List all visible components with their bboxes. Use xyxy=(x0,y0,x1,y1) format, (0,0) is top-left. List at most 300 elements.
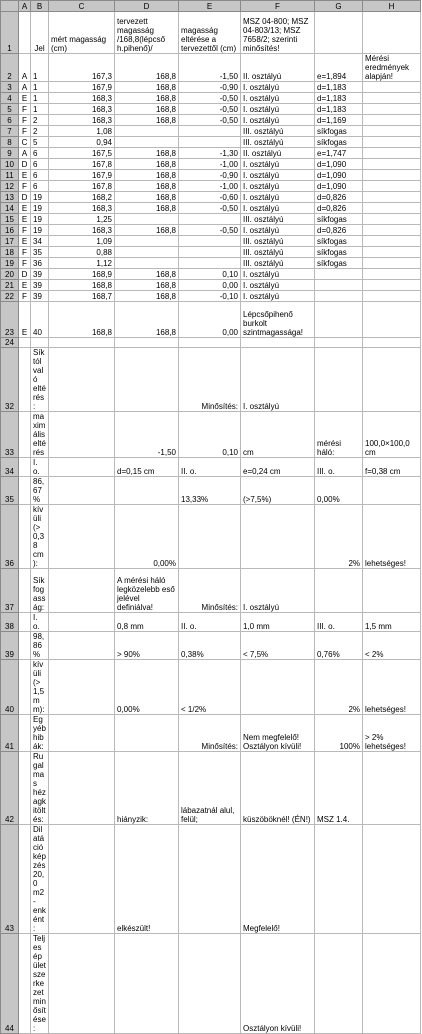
cell-g[interactable]: 0,76% xyxy=(315,632,363,660)
cell-e[interactable]: -1,30 xyxy=(179,148,241,159)
cell-d[interactable]: 0,00% xyxy=(115,660,179,715)
cell-a[interactable] xyxy=(19,934,31,1034)
cell-f[interactable]: III. osztályú xyxy=(241,126,315,137)
column-header-e[interactable]: E xyxy=(179,1,241,12)
row-header[interactable]: 7 xyxy=(1,126,19,137)
cell-b[interactable]: Síktól való eltérés: xyxy=(31,348,49,412)
cell-g[interactable]: e=1,747 xyxy=(315,148,363,159)
cell-g[interactable]: 100% xyxy=(315,715,363,752)
cell-e[interactable] xyxy=(179,825,241,934)
cell-c[interactable] xyxy=(49,934,115,1034)
cell-d[interactable]: 168,8 xyxy=(115,93,179,104)
cell-g[interactable]: d=1,169 xyxy=(315,115,363,126)
cell-c[interactable] xyxy=(49,477,115,505)
cell-h[interactable] xyxy=(363,752,421,825)
cell-a[interactable]: E xyxy=(19,93,31,104)
cell-c[interactable]: 0,88 xyxy=(49,247,115,258)
cell-c[interactable]: 168,7 xyxy=(49,291,115,302)
cell-g[interactable]: síkfogas xyxy=(315,126,363,137)
cell-e[interactable]: -0,60 xyxy=(179,192,241,203)
cell-d[interactable]: 168,8 xyxy=(115,54,179,82)
cell-b[interactable]: I. o. xyxy=(31,613,49,632)
row-header[interactable]: 21 xyxy=(1,280,19,291)
cell-a[interactable]: A xyxy=(19,82,31,93)
cell-f[interactable]: I. osztályú xyxy=(241,269,315,280)
cell-d[interactable]: 0,00% xyxy=(115,505,179,569)
cell-h[interactable]: f=0,38 cm xyxy=(363,458,421,477)
cell-f[interactable]: e=0,24 cm xyxy=(241,458,315,477)
cell-g[interactable] xyxy=(315,348,363,412)
column-header-g[interactable]: G xyxy=(315,1,363,12)
cell-f[interactable]: < 7,5% xyxy=(241,632,315,660)
row-header[interactable]: 37 xyxy=(1,569,19,613)
row-header[interactable]: 17 xyxy=(1,236,19,247)
cell-a[interactable] xyxy=(19,412,31,458)
cell-h[interactable]: 100,0×100,0 cm xyxy=(363,412,421,458)
cell-b[interactable]: Rugalmas hézagkitöltés: xyxy=(31,752,49,825)
cell-b[interactable]: 19 xyxy=(31,225,49,236)
cell-h[interactable] xyxy=(363,302,421,338)
cell-e[interactable]: -0,10 xyxy=(179,291,241,302)
cell-b[interactable]: 2 xyxy=(31,126,49,137)
cell-b[interactable]: 2 xyxy=(31,115,49,126)
cell-a[interactable]: F xyxy=(19,126,31,137)
row-header[interactable]: 14 xyxy=(1,203,19,214)
row-header[interactable]: 39 xyxy=(1,632,19,660)
cell-a[interactable] xyxy=(19,458,31,477)
cell-a[interactable]: F xyxy=(19,181,31,192)
cell-d[interactable] xyxy=(115,247,179,258)
cell-d[interactable] xyxy=(115,715,179,752)
cell-e[interactable]: lábazatnál alul, felül; xyxy=(179,752,241,825)
cell-b[interactable]: 40 xyxy=(31,302,49,338)
cell-b[interactable]: Dilatáció képzés 20,0 m2-enként: xyxy=(31,825,49,934)
cell-h[interactable] xyxy=(363,348,421,412)
cell-e[interactable] xyxy=(179,505,241,569)
cell-b[interactable]: 39 xyxy=(31,280,49,291)
cell-f[interactable]: MSZ 04-800; MSZ 04-803/13; MSZ 7658/2; szerinti minősítés! xyxy=(241,12,315,54)
cell-g[interactable] xyxy=(315,280,363,291)
cell-f[interactable]: III. osztályú xyxy=(241,258,315,269)
cell-a[interactable]: E xyxy=(19,236,31,247)
cell-h[interactable] xyxy=(363,137,421,148)
cell-f[interactable]: (>7,5%) xyxy=(241,477,315,505)
cell-d[interactable]: 168,8 xyxy=(115,181,179,192)
row-header[interactable]: 2 xyxy=(1,54,19,82)
row-header[interactable]: 43 xyxy=(1,825,19,934)
cell-f[interactable]: I. osztályú xyxy=(241,170,315,181)
cell-a[interactable] xyxy=(19,505,31,569)
cell-d[interactable]: A mérési háló legközelebb eső jelével definiálva! xyxy=(115,569,179,613)
cell-c[interactable]: 168,3 xyxy=(49,203,115,214)
cell-h[interactable] xyxy=(363,104,421,115)
cell-f[interactable] xyxy=(241,660,315,715)
cell-b[interactable]: 35 xyxy=(31,247,49,258)
cell-e[interactable]: magasság eltérése a tervezettől (cm) xyxy=(179,12,241,54)
cell-d[interactable] xyxy=(115,338,179,348)
row-header[interactable]: 41 xyxy=(1,715,19,752)
cell-g[interactable]: MSZ 1.4. xyxy=(315,752,363,825)
cell-e[interactable]: -0,50 xyxy=(179,104,241,115)
column-header-a[interactable]: A xyxy=(19,1,31,12)
cell-b[interactable]: 1 xyxy=(31,54,49,82)
cell-c[interactable]: 167,8 xyxy=(49,159,115,170)
cell-c[interactable]: 168,9 xyxy=(49,269,115,280)
cell-b[interactable]: 5 xyxy=(31,137,49,148)
cell-g[interactable]: d=1,090 xyxy=(315,170,363,181)
cell-h[interactable] xyxy=(363,934,421,1034)
cell-h[interactable] xyxy=(363,569,421,613)
cell-g[interactable]: III. o. xyxy=(315,458,363,477)
cell-a[interactable] xyxy=(19,632,31,660)
cell-f[interactable]: Nem megfelelő! Osztályon kívüli! xyxy=(241,715,315,752)
cell-h[interactable] xyxy=(363,82,421,93)
cell-g[interactable] xyxy=(315,269,363,280)
cell-b[interactable]: 34 xyxy=(31,236,49,247)
cell-d[interactable] xyxy=(115,477,179,505)
row-header[interactable]: 33 xyxy=(1,412,19,458)
cell-h[interactable]: 1,5 mm xyxy=(363,613,421,632)
cell-g[interactable]: síkfogas xyxy=(315,247,363,258)
cell-c[interactable]: 167,8 xyxy=(49,181,115,192)
row-header[interactable]: 13 xyxy=(1,192,19,203)
cell-e[interactable]: -1,00 xyxy=(179,181,241,192)
cell-e[interactable]: 13,33% xyxy=(179,477,241,505)
cell-f[interactable]: III. osztályú xyxy=(241,236,315,247)
cell-e[interactable]: -1,50 xyxy=(179,54,241,82)
cell-h[interactable] xyxy=(363,181,421,192)
cell-b[interactable]: 1 xyxy=(31,104,49,115)
cell-b[interactable]: kívüli (> 1,5 mm): xyxy=(31,660,49,715)
row-header[interactable]: 18 xyxy=(1,247,19,258)
cell-h[interactable]: > 2% lehetséges! xyxy=(363,715,421,752)
cell-a[interactable]: F xyxy=(19,258,31,269)
cell-e[interactable]: < 1/2% xyxy=(179,660,241,715)
cell-c[interactable]: 168,3 xyxy=(49,104,115,115)
cell-d[interactable]: 168,8 xyxy=(115,203,179,214)
cell-c[interactable] xyxy=(49,569,115,613)
row-header[interactable]: 12 xyxy=(1,181,19,192)
cell-a[interactable]: E xyxy=(19,214,31,225)
cell-e[interactable]: 0,00 xyxy=(179,302,241,338)
cell-f[interactable]: III. osztályú xyxy=(241,137,315,148)
cell-e[interactable] xyxy=(179,214,241,225)
cell-f[interactable]: I. osztályú xyxy=(241,280,315,291)
cell-d[interactable]: 168,8 xyxy=(115,159,179,170)
column-header-c[interactable]: C xyxy=(49,1,115,12)
row-header[interactable]: 6 xyxy=(1,115,19,126)
cell-e[interactable]: Minősítés: xyxy=(179,715,241,752)
cell-h[interactable] xyxy=(363,269,421,280)
cell-g[interactable] xyxy=(315,291,363,302)
cell-e[interactable] xyxy=(179,934,241,1034)
cell-h[interactable] xyxy=(363,338,421,348)
cell-b[interactable] xyxy=(31,338,49,348)
cell-e[interactable]: -0,50 xyxy=(179,115,241,126)
cell-d[interactable]: 168,8 xyxy=(115,148,179,159)
cell-c[interactable] xyxy=(49,505,115,569)
cell-b[interactable]: 6 xyxy=(31,159,49,170)
cell-f[interactable]: Osztályon kívüli! xyxy=(241,934,315,1034)
cell-e[interactable]: -0,50 xyxy=(179,203,241,214)
cell-c[interactable]: 168,2 xyxy=(49,192,115,203)
cell-b[interactable]: 1 xyxy=(31,82,49,93)
cell-a[interactable] xyxy=(19,477,31,505)
cell-f[interactable]: I. osztályú xyxy=(241,159,315,170)
cell-a[interactable]: E xyxy=(19,203,31,214)
cell-c[interactable]: 168,3 xyxy=(49,225,115,236)
row-header[interactable]: 34 xyxy=(1,458,19,477)
cell-d[interactable]: 168,8 xyxy=(115,104,179,115)
cell-b[interactable]: Egyéb hibák: xyxy=(31,715,49,752)
cell-c[interactable]: 1,08 xyxy=(49,126,115,137)
row-header[interactable]: 24 xyxy=(1,338,19,348)
cell-e[interactable] xyxy=(179,258,241,269)
cell-a[interactable]: D xyxy=(19,159,31,170)
cell-d[interactable]: 168,8 xyxy=(115,192,179,203)
cell-c[interactable] xyxy=(49,348,115,412)
cell-c[interactable]: 168,3 xyxy=(49,93,115,104)
cell-c[interactable]: 1,25 xyxy=(49,214,115,225)
cell-g[interactable]: mérési háló: xyxy=(315,412,363,458)
cell-a[interactable] xyxy=(19,613,31,632)
cell-g[interactable]: síkfogas xyxy=(315,258,363,269)
row-header[interactable]: 9 xyxy=(1,148,19,159)
cell-e[interactable]: -1,00 xyxy=(179,159,241,170)
cell-d[interactable] xyxy=(115,258,179,269)
cell-c[interactable]: 167,9 xyxy=(49,82,115,93)
cell-f[interactable]: III. osztályú xyxy=(241,247,315,258)
cell-g[interactable]: d=0,826 xyxy=(315,192,363,203)
cell-d[interactable] xyxy=(115,126,179,137)
row-header[interactable]: 4 xyxy=(1,93,19,104)
column-header-b[interactable]: B xyxy=(31,1,49,12)
cell-g[interactable]: d=1,183 xyxy=(315,93,363,104)
cell-b[interactable]: maximális eltérés xyxy=(31,412,49,458)
cell-g[interactable]: e=1,894 xyxy=(315,54,363,82)
cell-g[interactable]: 2% xyxy=(315,505,363,569)
cell-e[interactable]: 0,38% xyxy=(179,632,241,660)
cell-c[interactable]: 168,3 xyxy=(49,115,115,126)
cell-a[interactable]: A xyxy=(19,148,31,159)
cell-a[interactable] xyxy=(19,752,31,825)
cell-f[interactable]: cm xyxy=(241,412,315,458)
cell-f[interactable]: 1,0 mm xyxy=(241,613,315,632)
cell-b[interactable]: 6 xyxy=(31,148,49,159)
cell-e[interactable] xyxy=(179,137,241,148)
cell-f[interactable]: II. osztályú xyxy=(241,148,315,159)
row-header[interactable]: 19 xyxy=(1,258,19,269)
cell-a[interactable] xyxy=(19,338,31,348)
cell-g[interactable]: d=1,183 xyxy=(315,82,363,93)
cell-d[interactable]: 168,8 xyxy=(115,291,179,302)
cell-b[interactable]: 19 xyxy=(31,203,49,214)
cell-a[interactable] xyxy=(19,715,31,752)
cell-b[interactable]: 36 xyxy=(31,258,49,269)
cell-h[interactable] xyxy=(363,159,421,170)
cell-g[interactable]: III. o. xyxy=(315,613,363,632)
cell-c[interactable]: 167,3 xyxy=(49,54,115,82)
cell-d[interactable] xyxy=(115,348,179,412)
row-header[interactable]: 1 xyxy=(1,12,19,54)
cell-f[interactable] xyxy=(241,505,315,569)
cell-e[interactable]: -0,50 xyxy=(179,93,241,104)
cell-e[interactable] xyxy=(179,338,241,348)
cell-c[interactable] xyxy=(49,825,115,934)
cell-h[interactable]: lehetséges! xyxy=(363,660,421,715)
row-header[interactable]: 15 xyxy=(1,214,19,225)
cell-d[interactable]: > 90% xyxy=(115,632,179,660)
cell-d[interactable] xyxy=(115,214,179,225)
cell-b[interactable]: 98,86% xyxy=(31,632,49,660)
cell-c[interactable] xyxy=(49,613,115,632)
cell-e[interactable] xyxy=(179,236,241,247)
cell-d[interactable]: d=0,15 cm xyxy=(115,458,179,477)
cell-e[interactable]: 0,10 xyxy=(179,269,241,280)
row-header[interactable]: 5 xyxy=(1,104,19,115)
cell-d[interactable] xyxy=(115,137,179,148)
row-header[interactable]: 35 xyxy=(1,477,19,505)
row-header[interactable]: 36 xyxy=(1,505,19,569)
cell-a[interactable]: E xyxy=(19,280,31,291)
row-header[interactable]: 20 xyxy=(1,269,19,280)
cell-c[interactable]: 167,9 xyxy=(49,170,115,181)
cell-c[interactable] xyxy=(49,412,115,458)
cell-f[interactable]: I. osztályú xyxy=(241,104,315,115)
cell-h[interactable] xyxy=(363,192,421,203)
row-header[interactable]: 44 xyxy=(1,934,19,1034)
cell-c[interactable] xyxy=(49,632,115,660)
cell-c[interactable] xyxy=(49,660,115,715)
cell-f[interactable]: I. osztályú xyxy=(241,115,315,126)
cell-f[interactable]: I. osztályú xyxy=(241,82,315,93)
cell-a[interactable]: F xyxy=(19,104,31,115)
cell-a[interactable]: F xyxy=(19,225,31,236)
cell-g[interactable]: síkfogas xyxy=(315,236,363,247)
cell-h[interactable] xyxy=(363,291,421,302)
cell-b[interactable]: 19 xyxy=(31,214,49,225)
cell-d[interactable] xyxy=(115,934,179,1034)
row-header[interactable]: 40 xyxy=(1,660,19,715)
cell-c[interactable] xyxy=(49,752,115,825)
cell-f[interactable]: I. osztályú xyxy=(241,291,315,302)
cell-c[interactable] xyxy=(49,715,115,752)
cell-b[interactable]: Síkfogasság: xyxy=(31,569,49,613)
cell-d[interactable]: 168,8 xyxy=(115,115,179,126)
cell-b[interactable]: kívüli (> 0,38 cm): xyxy=(31,505,49,569)
cell-a[interactable]: D xyxy=(19,192,31,203)
cell-e[interactable]: II. o. xyxy=(179,613,241,632)
cell-d[interactable]: 168,8 xyxy=(115,225,179,236)
cell-f[interactable]: I. osztályú xyxy=(241,348,315,412)
cell-c[interactable]: 0,94 xyxy=(49,137,115,148)
cell-b[interactable]: 6 xyxy=(31,170,49,181)
cell-b[interactable]: Teljes épületszerkezet minősítése: xyxy=(31,934,49,1034)
cell-a[interactable] xyxy=(19,12,31,54)
column-header-h[interactable]: H xyxy=(363,1,421,12)
cell-f[interactable]: Lépcsőpihenő burkolt szintmagassága! xyxy=(241,302,315,338)
cell-a[interactable]: F xyxy=(19,247,31,258)
row-header[interactable]: 10 xyxy=(1,159,19,170)
row-header[interactable]: 38 xyxy=(1,613,19,632)
cell-g[interactable]: 2% xyxy=(315,660,363,715)
cell-c[interactable]: 168,8 xyxy=(49,302,115,338)
cell-f[interactable]: I. osztályú xyxy=(241,192,315,203)
cell-f[interactable]: küszöböknél! (ÉN!) xyxy=(241,752,315,825)
cell-h[interactable] xyxy=(363,115,421,126)
cell-d[interactable]: 168,8 xyxy=(115,170,179,181)
cell-a[interactable] xyxy=(19,569,31,613)
cell-f[interactable]: II. osztályú xyxy=(241,54,315,82)
cell-g[interactable]: d=1,090 xyxy=(315,181,363,192)
cell-h[interactable]: < 2% xyxy=(363,632,421,660)
cell-g[interactable]: d=0,826 xyxy=(315,225,363,236)
cell-c[interactable]: 167,5 xyxy=(49,148,115,159)
cell-f[interactable]: I. osztályú xyxy=(241,181,315,192)
cell-a[interactable]: E xyxy=(19,302,31,338)
cell-a[interactable]: D xyxy=(19,269,31,280)
cell-f[interactable]: I. osztályú xyxy=(241,569,315,613)
cell-e[interactable]: -0,90 xyxy=(179,170,241,181)
cell-a[interactable]: C xyxy=(19,137,31,148)
cell-g[interactable] xyxy=(315,934,363,1034)
cell-f[interactable]: I. osztályú xyxy=(241,225,315,236)
cell-d[interactable]: tervezett magasság /168,8(lépcső h.pihenő)/ xyxy=(115,12,179,54)
cell-a[interactable] xyxy=(19,825,31,934)
cell-f[interactable] xyxy=(241,338,315,348)
cell-c[interactable]: 168,8 xyxy=(49,280,115,291)
cell-d[interactable]: 0,8 mm xyxy=(115,613,179,632)
cell-h[interactable] xyxy=(363,93,421,104)
cell-d[interactable]: elkészült! xyxy=(115,825,179,934)
cell-e[interactable]: -0,50 xyxy=(179,225,241,236)
row-header[interactable]: 8 xyxy=(1,137,19,148)
cell-a[interactable] xyxy=(19,348,31,412)
cell-h[interactable] xyxy=(363,247,421,258)
cell-h[interactable] xyxy=(363,258,421,269)
cell-f[interactable]: I. osztályú xyxy=(241,203,315,214)
cell-g[interactable] xyxy=(315,569,363,613)
cell-b[interactable]: 39 xyxy=(31,291,49,302)
row-header[interactable]: 16 xyxy=(1,225,19,236)
cell-h[interactable] xyxy=(363,148,421,159)
cell-g[interactable] xyxy=(315,302,363,338)
cell-h[interactable]: lehetséges! xyxy=(363,505,421,569)
cell-g[interactable]: d=1,183 xyxy=(315,104,363,115)
cell-h[interactable] xyxy=(363,203,421,214)
cell-a[interactable]: A xyxy=(19,54,31,82)
cell-g[interactable] xyxy=(315,338,363,348)
select-all-corner[interactable] xyxy=(1,1,19,12)
cell-h[interactable] xyxy=(363,825,421,934)
cell-c[interactable] xyxy=(49,338,115,348)
cell-g[interactable]: síkfogas xyxy=(315,137,363,148)
cell-h[interactable] xyxy=(363,236,421,247)
cell-b[interactable]: 39 xyxy=(31,269,49,280)
cell-a[interactable] xyxy=(19,660,31,715)
row-header[interactable]: 32 xyxy=(1,348,19,412)
cell-e[interactable]: Minősítés: xyxy=(179,348,241,412)
cell-d[interactable]: 168,8 xyxy=(115,280,179,291)
row-header[interactable]: 11 xyxy=(1,170,19,181)
cell-e[interactable] xyxy=(179,247,241,258)
cell-d[interactable]: hiányzik: xyxy=(115,752,179,825)
cell-g[interactable]: d=0,826 xyxy=(315,203,363,214)
row-header[interactable]: 42 xyxy=(1,752,19,825)
row-header[interactable]: 3 xyxy=(1,82,19,93)
column-header-d[interactable]: D xyxy=(115,1,179,12)
cell-e[interactable]: II. o. xyxy=(179,458,241,477)
